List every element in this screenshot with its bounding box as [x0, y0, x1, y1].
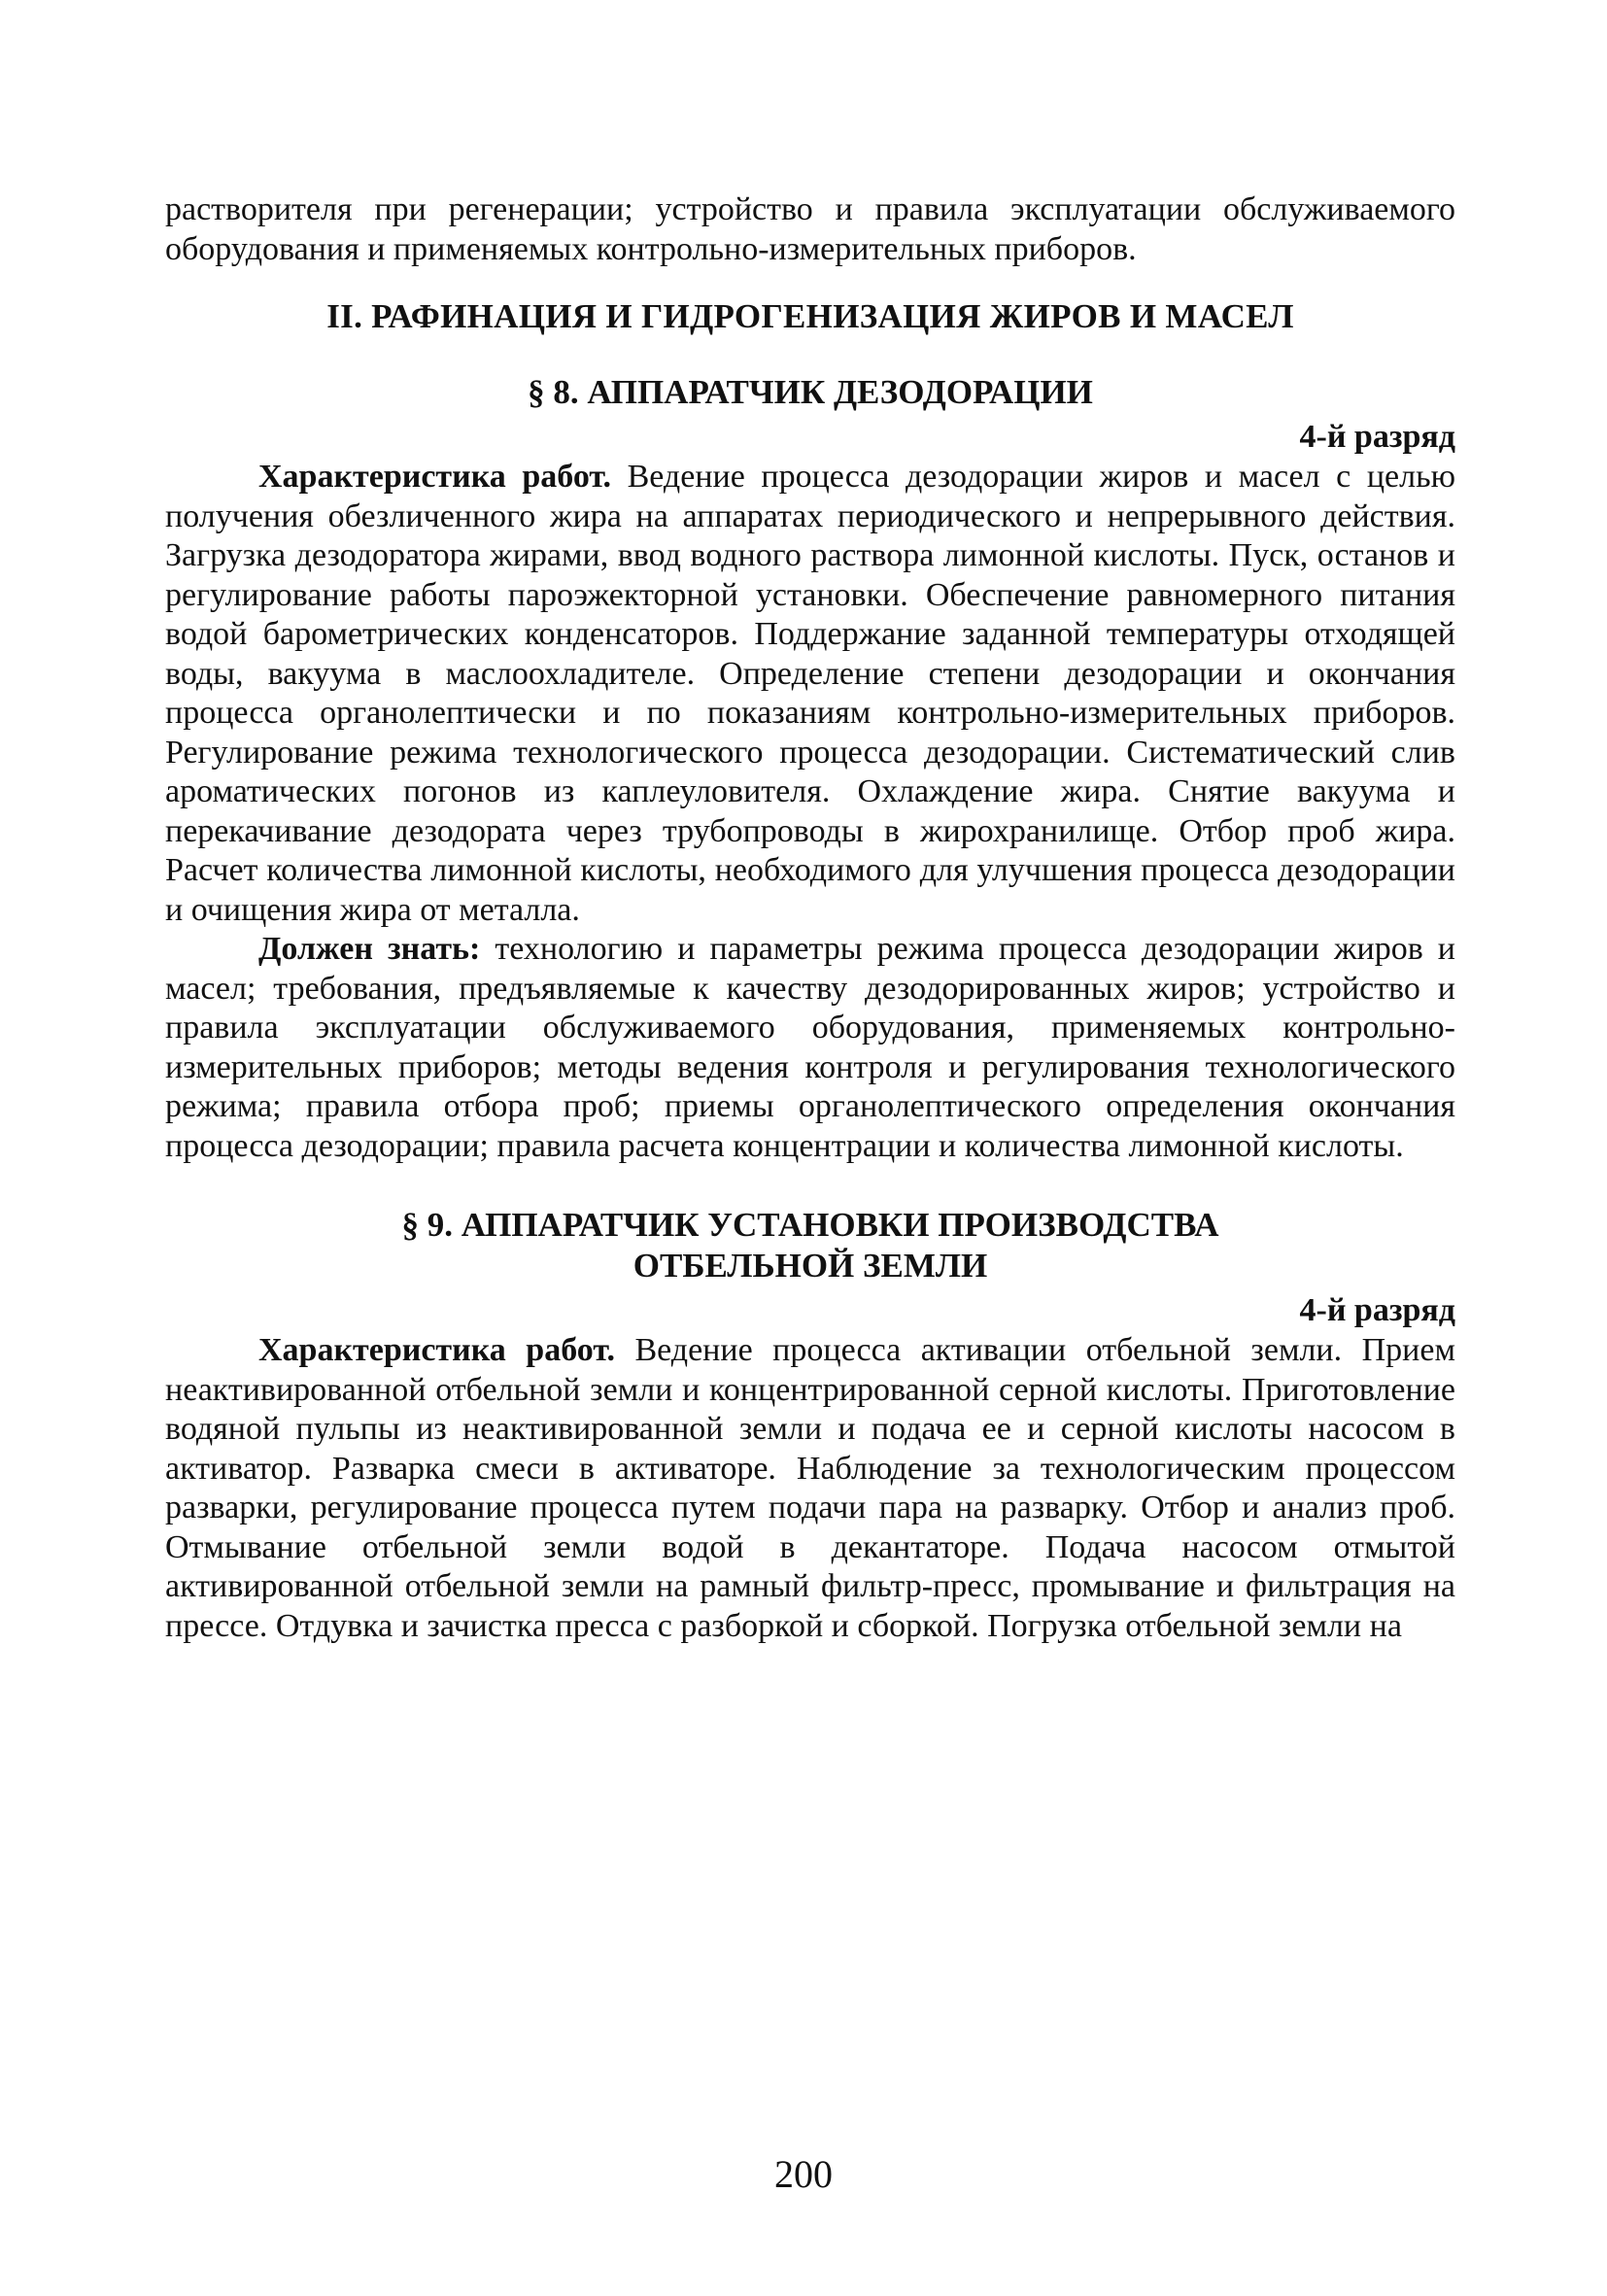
continuation-paragraph: растворителя при регенерации; устройство и правила эксплуатации обслуживаемого оборудования и применяемых контрольно-измерительных приборов.: [165, 191, 1455, 267]
page-content: [165, 190, 1455, 1646]
section-8-knowledge-text: технологию и параметры режима процесса дезодорации жиров и масел; требования, предъявляемые к качеству дезодорированных жиров; устройство и правила эксплуатации обслуживаемого оборудования, применяемых контрольно-измерительных приборов; методы ведения контроля и регулирования технологического режима; правила отбора проб; приемы органолептического определения окончания процесса дезодорации; правила расчета концентрации и количества лимонной кислоты.: [165, 931, 1456, 1164]
section-9-characteristic-text: Ведение процесса активации отбельной земли. Прием неактивированной отбельной земли и концентрированной серной кислоты. Приготовление водяной пульпы из неактивированной земли и подача ее и серной кислоты насосом в активатор. Разварка смеси в активаторе. Наблюдение за технологическим процессом разварки, регулирование процесса путем подачи пара на разварку. Отбор и анализ проб. Отмывание отбельной земли водой в декантаторе. Подача насосом отмытой активированной отбельной земли на рамный фильтр-пресс, промывание и фильтрация на прессе. Отдувка и зачистка пресса с разборкой и сборкой. Погрузка отбельной земли на: [165, 1332, 1455, 1644]
page-number: 200: [774, 2152, 833, 2196]
section-9-characteristic-paragraph: [165, 1331, 1455, 1646]
section-9-title-line-2: ОТБЕЛЬНОЙ ЗЕМЛИ: [633, 1247, 988, 1285]
section-8-knowledge-label: Должен знать:: [258, 931, 481, 967]
section-8-title: § 8. АППАРАТЧИК ДЕЗОДОРАЦИИ: [528, 373, 1093, 411]
section-9-title-line-1: § 9. АППАРАТЧИК УСТАНОВКИ ПРОИЗВОДСТВА: [401, 1206, 1219, 1244]
section-8-characteristic-label: Характеристика работ.: [258, 459, 612, 495]
part-title: II. РАФИНАЦИЯ И ГИДРОГЕНИЗАЦИЯ ЖИРОВ И МАСЕЛ: [326, 297, 1294, 335]
section-8-grade: 4-й разряд: [1299, 419, 1455, 455]
section-9-grade: 4-й разряд: [1299, 1292, 1455, 1328]
section-8-knowledge-paragraph: [165, 930, 1455, 1166]
section-8-characteristic-text: Ведение процесса дезодорации жиров и масел с целью получения обезличенного жира на аппаратах периодического и непрерывного действия. Загрузка дезодоратора жирами, ввод водного раствора лимонной кислоты. Пуск, останов и регулирование работы пароэжекторной установки. Обеспечение равномерного питания водой барометрических конденсаторов. Поддержание заданной температуры отходящей воды, вакуума в маслоохладителе. Определение степени дезодорации и окончания процесса органолептически и по показаниям контрольно-измерительных приборов. Регулирование режима технологического процесса дезодорации. Систематический слив ароматических погонов из каплеуловителя. Охлаждение жира. Снятие вакуума и перекачивание дезодората через трубопроводы в жирохранилище. Отбор проб жира. Расчет количества лимонной кислоты, необходимого для улучшения процесса дезодорации и очищения жира от металла.: [165, 459, 1455, 928]
section-8-characteristic-paragraph: [165, 458, 1455, 930]
section-9-title: [165, 1205, 1455, 1286]
section-9-characteristic-label: Характеристика работ.: [258, 1332, 615, 1368]
